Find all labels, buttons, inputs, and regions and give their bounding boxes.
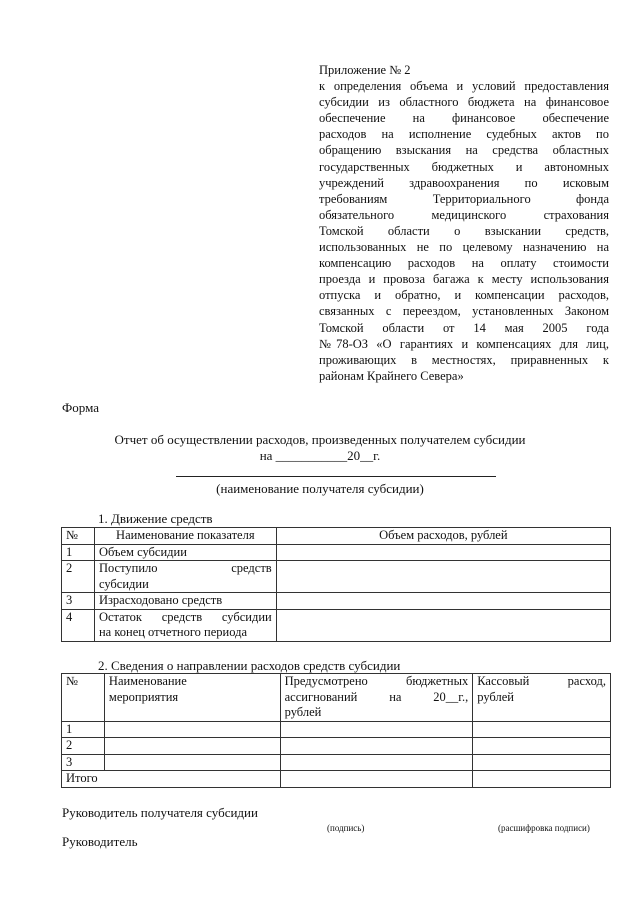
row-number: 3 [62,593,95,610]
row-name-line: субсидии [98,576,149,591]
signature-caption: (подпись) [327,823,365,833]
appendix-line: расходов на исполнение судебных актов по [319,127,609,142]
appendix-line: государственных бюджетных и автономных [319,159,609,174]
appendix-title: Приложение № 2 [319,63,411,77]
row-number: 1 [62,721,105,738]
row-name-line: Поступило средств [98,561,272,575]
form-label: Форма [62,400,99,415]
head-label: Руководитель [62,834,138,849]
appendix-line: требованиям Территориального фонда [319,191,609,206]
table-row [62,561,611,593]
header-cell: № [62,674,105,722]
row-name-line: Израсходовано средств [98,593,223,607]
table-row [62,754,611,771]
row-number: 3 [62,754,105,771]
appendix-line: субсидии из областного бюджета на финансовое [319,95,609,110]
appendix-line: учреждений здравоохранения по исковым [319,175,609,190]
header-line: Наименование [108,674,187,688]
header-cell [280,674,473,722]
row-value-cell [276,593,610,610]
appendix-line: обращению взыскания на средства областных [319,143,609,158]
header-cell: № [62,528,95,545]
appendix-line: отпуска и обратно, и компенсации расходов, [319,288,609,303]
appendix-line: проезда и провоза багажа к месту использования [319,272,609,287]
funds-movement-table [61,527,611,642]
row-name-line: Остаток средств субсидии [98,609,272,624]
table-header-row [62,674,611,722]
row-number: 2 [62,561,95,593]
empty-cell [473,721,611,738]
recipient-underline [176,476,496,477]
empty-cell [280,721,473,738]
empty-cell [473,738,611,755]
empty-cell [104,754,280,771]
empty-cell [280,771,473,788]
row-name [94,544,276,561]
empty-cell [280,738,473,755]
row-value-cell [276,561,610,593]
appendix-block [319,62,609,384]
row-number: 4 [62,609,95,641]
head-recipient-label: Руководитель получателя субсидии [62,805,258,820]
appendix-line: связанных с переездом, установленных Законом [319,304,609,319]
table-header-row [62,528,611,545]
total-label: Итого [62,771,281,788]
table-row [62,609,611,641]
row-number: 2 [62,738,105,755]
appendix-line: №78-ОЗ «О гарантиях и компенсациях для лиц, [319,336,609,351]
header-line: Кассовый расход, [477,674,606,688]
row-name-line: на конец отчетного периода [98,625,248,639]
appendix-line: обеспечение на финансовое обеспечение [319,111,609,126]
appendix-line: к определения объема и условий предоставления [319,79,609,94]
empty-cell [473,771,611,788]
appendix-line: Томской области о взыскании средств, [319,223,609,238]
table-row [62,544,611,561]
appendix-line: использованных не по целевому назначению на [319,240,609,255]
empty-cell [104,738,280,755]
total-row [62,771,611,788]
empty-cell [104,721,280,738]
appendix-body [319,78,609,384]
header-cell [473,674,611,722]
appendix-line: компенсацию расходов на оплату стоимости [319,256,609,271]
empty-cell [280,754,473,771]
row-name [94,593,276,610]
header-line: ассигнований на 20__г., [284,689,469,704]
header-line: рублей [477,689,514,704]
header-line: Предусмотрено бюджетных [284,674,469,688]
row-name [94,561,276,593]
row-number: 1 [62,544,95,561]
header-line: рублей [284,705,322,719]
header-cell: Наименование показателя [94,528,276,545]
header-cell [104,674,280,722]
recipient-caption: (наименование получателя субсидии) [216,481,424,496]
row-name [94,609,276,641]
header-line: мероприятия [108,689,179,704]
appendix-line: Томской области от 14 мая 2005 года [319,320,609,335]
appendix-line: обязательного медицинского страхования [319,207,609,222]
appendix-line: районам Крайнего Севера» [319,368,464,383]
report-title: Отчет об осуществлении расходов, произведенных получателем субсидии [114,432,526,447]
appendix-line: проживающих в местностях, приравненных к [319,352,609,367]
table-row [62,721,611,738]
section1-heading: 1. Движение средств [98,511,213,526]
empty-cell [473,754,611,771]
row-name-line: Объем субсидии [98,544,187,559]
section2-heading: 2. Сведения о направлении расходов средств субсидии [98,658,401,673]
header-cell: Объем расходов, рублей [276,528,610,545]
decode-caption: (расшифровка подписи) [498,823,590,833]
report-date-line: на ___________20__г. [259,448,381,463]
expenditure-table [61,673,611,788]
table-row [62,593,611,610]
table-row [62,738,611,755]
row-value-cell [276,544,610,561]
row-value-cell [276,609,610,641]
